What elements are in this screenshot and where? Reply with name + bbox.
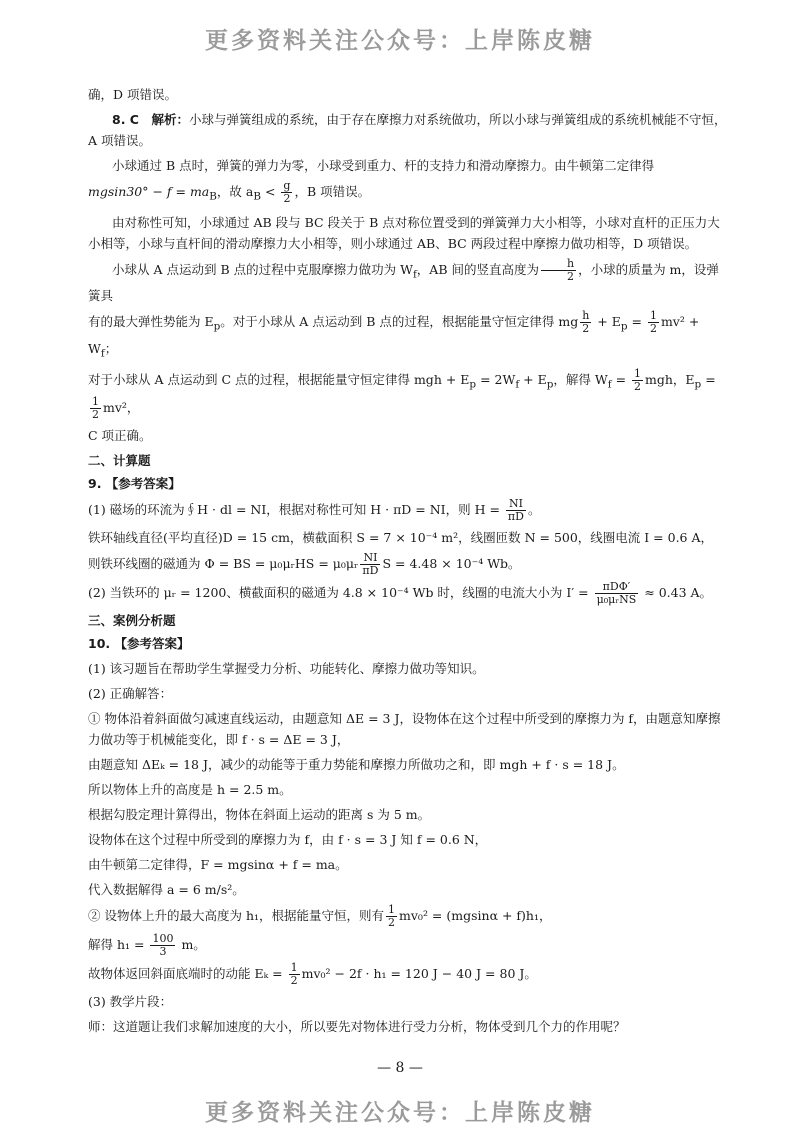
q10-paragraph-12: 故物体返回斜面底端时的动能 Eₖ = $\frac{1}{2}$ mv₀² − 2f · h₁ = 120 J − 40 J = 80 J。: [88, 960, 537, 987]
q8-label: 8. C 解析：: [112, 112, 189, 127]
section-heading-3: 三、案例分析题: [88, 612, 176, 628]
fraction: $\frac{1}{2}$: [290, 960, 298, 987]
fraction: $\frac{h}{2}$: [541, 258, 576, 283]
q8-paragraph-3: 由对称性可知，小球通过 AB 段与 BC 段关于 B 点对称位置受到的弹簧弹力大小相等，小球对直杆的正压力大小相等，小球与直杆间的滑动摩擦力大小相等，则小球通过 AB、BC 两段过程中摩擦力做功相等，D 项错误。: [88, 214, 720, 251]
q8-paragraph-4: 小球从 A 点运动到 B 点的过程中克服摩擦力做功为 $W_f$，AB 间的竖直高度为 $\frac{h}{2}$ ，小球的质量为 m，设弹簧具: [88, 256, 719, 303]
watermark-bottom: 更多资料关注公众号：上岸陈皮糖: [205, 1100, 595, 1126]
q8-paragraph-7: C 项正确。: [88, 427, 152, 443]
fraction: $\frac{g}{2}$: [283, 179, 291, 205]
fraction: $\frac{100}{3}$: [152, 931, 174, 958]
fraction: $\frac{1}{2}$: [388, 902, 396, 929]
q8-paragraph-6: 对于小球从 A 点运动到 C 点的过程，根据能量守恒定律得 mgh + $E_p = 2W_f + E_p$，解得 $W_f$ = $\frac{1}{2}$ mgh，$E_p$ = $\frac{1}{2}$ mv²，: [88, 367, 716, 421]
q10-paragraph-13: (3) 教学片段：: [88, 993, 173, 1009]
q8-paragraph-2a: 小球通过 B 点时，弹簧的弹力为零，小球受到重力、杆的支持力和滑动摩擦力。由牛顿第二定律得: [112, 158, 655, 173]
q10-paragraph-8: 由牛顿第二定律得，F = mgsinα + f = ma。: [88, 856, 348, 872]
watermark-top: 更多资料关注公众号：上岸陈皮糖: [205, 28, 595, 54]
q10-paragraph-3: ① 物体沿着斜面做匀减速直线运动，由题意知 ΔE = 3 J，设物体在这个过程中所受到的摩擦力为 f，由题意知摩擦力做功等于机械能变化，即 f · s = ΔE = 3 J，: [88, 710, 721, 747]
fraction: $\frac{\text{πDΦ′}}{\text{μ₀μᵣNS}}$: [596, 579, 637, 606]
fraction: $\frac{1}{2}$: [634, 367, 642, 393]
q10-paragraph-6: 根据勾股定理计算得出，物体在斜面上运动的距离 s 为 5 m。: [88, 806, 431, 822]
q10-paragraph-7: 设物体在这个过程中所受到的摩擦力为 f，由 f · s = 3 J 知 f = 0.6 N，: [88, 831, 488, 847]
q10-paragraph-5: 所以物体上升的高度是 h = 2.5 m。: [88, 781, 292, 797]
document-body: [88, 84, 728, 1041]
q10-paragraph-10: ② 设物体上升的最大高度为 h₁，根据能量守恒，则有 $\frac{1}{2}$ mv₀² = (mgsinα + f)h₁，: [88, 902, 552, 929]
page-number: — 8 —: [377, 1060, 423, 1076]
q9-paragraph-4: (2) 当铁环的 μᵣ = 1200、横截面积的磁通为 4.8 × 10⁻⁴ Wb 时，线圈的电流大小为 I′ = $\frac{\text{πDΦ′}}{\text{μ₀μᵣNS}}$ ≈ 0.43 A。: [88, 579, 713, 606]
q9-paragraph-2: 铁环轴线直径(平均直径)D = 15 cm，横截面积 S = 7 × 10⁻⁴ m²，线圈匝数 N = 500，线圈电流 I = 0.6 A，: [88, 529, 714, 545]
fraction: $\frac{1}{2}$: [92, 394, 99, 421]
fraction: $\frac{h}{2}$: [582, 309, 590, 335]
fraction: $\frac{NI}{\pi D}$: [362, 550, 379, 577]
q9-paragraph-3: 则铁环线圈的磁通为 Φ = BS = μ₀μᵣHS = μ₀μᵣ $\frac{NI}{\pi D}$ S = 4.48 × 10⁻⁴ Wb。: [88, 550, 521, 577]
q10-paragraph-4: 由题意知 ΔEₖ = 18 J，减少的动能等于重力势能和摩擦力所做功之和，即 mgh + f · s = 18 J。: [88, 756, 625, 772]
q10-paragraph-14: 师：这道题让我们求解加速度的大小，所以要先对物体进行受力分析，物体受到几个力的作用呢？: [88, 1018, 626, 1034]
section-heading-2: 二、计算题: [88, 452, 151, 468]
q9-paragraph-1: (1) 磁场的环流为∮H · dl = NI，根据对称性可知 H · πD = NI，则 H = $\frac{NI}{\pi D}$ 。: [88, 496, 541, 523]
text-line: 确，D 项错误。: [88, 87, 177, 102]
q8-paragraph-2b: $mgsin30^\circ - f = ma_B$，故 $a_B$ < $\frac{g}{2}$ ，B 项错误。: [88, 179, 371, 205]
q10-paragraph-2: (2) 正确解答：: [88, 685, 173, 701]
q10-paragraph-11: 解得 h₁ = $\frac{100}{3}$ m。: [88, 931, 206, 958]
q10-paragraph-1: (1) 该习题旨在帮助学生掌握受力分析、功能转化、摩擦力做功等知识。: [88, 660, 485, 676]
q10-label: 10. 【参考答案】: [88, 635, 190, 651]
q10-paragraph-9: 代入数据解得 a = 6 m/s²。: [88, 881, 245, 897]
fraction: $\frac{1}{2}$: [649, 309, 657, 335]
q9-label: 9. 【参考答案】: [88, 475, 181, 491]
fraction: $\frac{NI}{\pi D}$: [507, 496, 524, 523]
q8-paragraph-1: 8. C 解析：小球与弹簧组成的系统，由于存在摩擦力对系统做功，所以小球与弹簧组成的系统机械能不守恒，A 项错误。: [88, 112, 727, 148]
q8-paragraph-5: 有的最大弹性势能为 $E_p$。对于小球从 A 点运动到 B 点的过程，根据能量守恒定律得 mg $\frac{h}{2}$ + $E_p$ = $\frac{1}{2}$ $mv^2 + W_f$；: [88, 309, 700, 359]
